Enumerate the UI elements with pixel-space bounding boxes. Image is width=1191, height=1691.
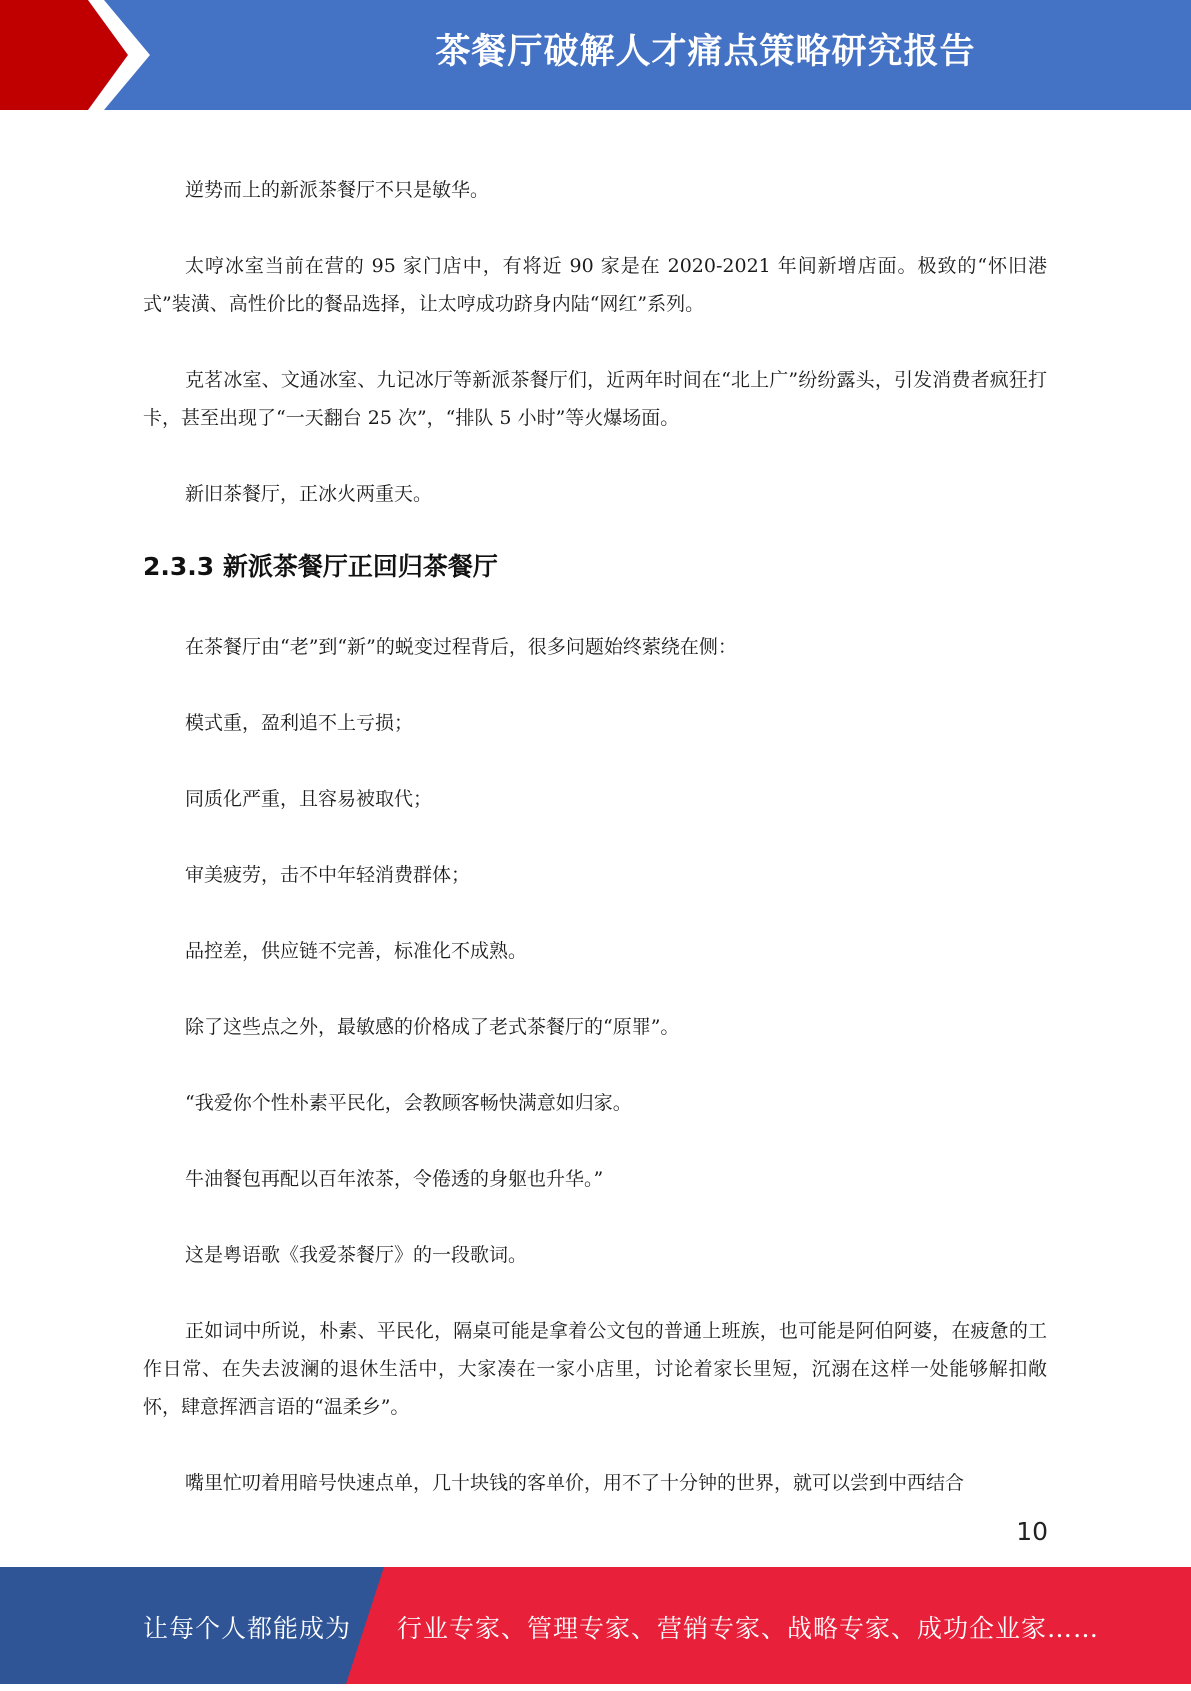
paragraph-9: 品控差，供应链不完善，标准化不成熟。 <box>185 940 528 962</box>
header-arrow-decoration <box>0 0 160 110</box>
page-header <box>0 0 1191 110</box>
paragraph-6: 模式重，盈利追不上亏损； <box>185 712 414 734</box>
paragraph-10: 除了这些点之外，最敏感的价格成了老式茶餐厅的“原罪”。 <box>185 1016 680 1038</box>
paragraph-8: 审美疲劳，击不中年轻消费群体； <box>185 864 471 886</box>
paragraph-1: 逆势而上的新派茶餐厅不只是敏华。 <box>185 179 490 201</box>
paragraph-13: 这是粤语歌《我爱茶餐厅》的一段歌词。 <box>185 1244 528 1266</box>
paragraph-5: 在茶餐厅由“老”到“新”的蜕变过程背后，很多问题始终萦绕在侧： <box>185 636 737 658</box>
page-number: 10 <box>1016 1517 1048 1546</box>
paragraph-11: “我爱你个性朴素平民化，会教顾客畅快满意如归家。 <box>185 1092 632 1114</box>
paragraph-4: 新旧茶餐厅，正冰火两重天。 <box>185 483 433 505</box>
paragraph-7: 同质化严重，且容易被取代； <box>185 788 433 810</box>
paragraph-2: 太哼冰室当前在营的 95 家门店中，有将近 90 家是在 2020-2021 年间新增店面。极致的“怀旧港式”装潢、高性价比的餐品选择，让太哼成功跻身内陆“网红”系列。 <box>143 255 1047 315</box>
paragraph-14: 正如词中所说，朴素、平民化，隔桌可能是拿着公文包的普通上班族，也可能是阿伯阿婆，在疲惫的工作日常、在失去波澜的退休生活中，大家凑在一家小店里，讨论着家长里短，沉溺在这样一处能够解扣敞怀，肆意挥洒言语的“温柔乡”。 <box>143 1320 1047 1418</box>
paragraph-15: 嘴里忙叨着用暗号快速点单，几十块钱的客单价，用不了十分钟的世界，就可以尝到中西结合 <box>185 1472 965 1494</box>
footer-slogan-left: 让每个人都能成为 <box>143 1614 352 1643</box>
paragraph-3: 克茗冰室、文通冰室、九记冰厅等新派茶餐厅们，近两年时间在“北上广”纷纷露头，引发消费者疯狂打卡，甚至出现了“一天翻台 25 次”，“排队 5 小时”等火爆场面。 <box>143 369 1047 429</box>
page-footer <box>0 1567 1191 1684</box>
paragraph-12: 牛油餐包再配以百年浓茶，令倦透的身躯也升华。” <box>185 1168 604 1190</box>
header-title: 茶餐厅破解人才痛点策略研究报告 <box>435 32 976 72</box>
section-heading: 2.3.3 新派茶餐厅正回归茶餐厅 <box>143 552 498 581</box>
footer-slogan-right: 行业专家、管理专家、营销专家、战略专家、成功企业家…… <box>397 1614 1100 1643</box>
